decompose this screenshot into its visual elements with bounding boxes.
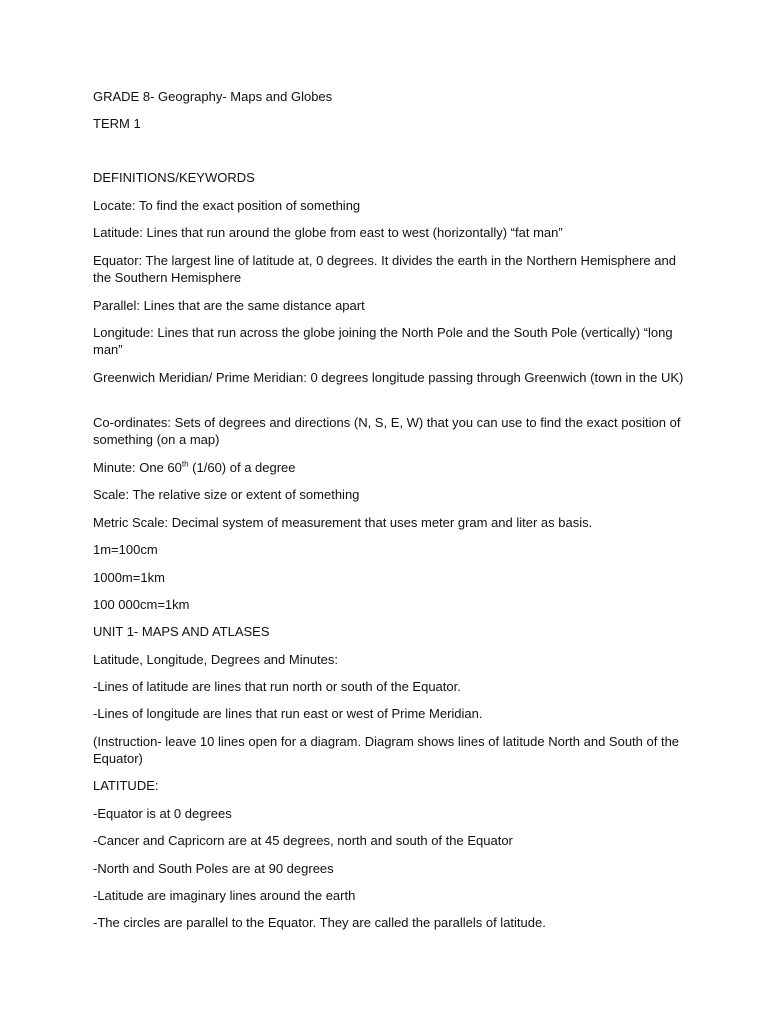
latitude-point-tropics: -Cancer and Capricorn are at 45 degrees, north and south of the Equator <box>93 833 513 848</box>
definition-latitude: Latitude: Lines that run around the globe from east to west (horizontally) “fat man” <box>93 225 563 240</box>
definition-minute <box>93 459 693 476</box>
conversion-meter-km: 1000m=1km <box>93 570 165 585</box>
definition-coordinates: Co-ordinates: Sets of degrees and directions (N, S, E, W) that you can use to find the exact position of something (on a map) <box>93 415 681 447</box>
latitude-point-poles: -North and South Poles are at 90 degrees <box>93 861 334 876</box>
definition-greenwich: Greenwich Meridian/ Prime Meridian: 0 degrees longitude passing through Greenwich (town in the UK) <box>93 370 684 385</box>
minute-text-start: Minute: One 60 <box>93 460 182 475</box>
latitude-point-imaginary: -Latitude are imaginary lines around the earth <box>93 888 356 903</box>
unit1-instruction: (Instruction- leave 10 lines open for a diagram. Diagram shows lines of latitude North and South of the Equator) <box>93 734 680 766</box>
unit1-heading: UNIT 1- MAPS AND ATLASES <box>93 624 270 639</box>
definition-metric-scale: Metric Scale: Decimal system of measurement that uses meter gram and liter as basis. <box>93 515 593 530</box>
term-label: TERM 1 <box>93 116 141 131</box>
definition-longitude: Longitude: Lines that run across the globe joining the North Pole and the South Pole (vertically) “long man” <box>93 325 673 357</box>
unit1-point-latitude: -Lines of latitude are lines that run north or south of the Equator. <box>93 679 461 694</box>
latitude-point-parallels: -The circles are parallel to the Equator. They are called the parallels of latitude. <box>93 915 546 930</box>
definition-locate: Locate: To find the exact position of something <box>93 198 361 213</box>
definition-scale: Scale: The relative size or extent of something <box>93 487 360 502</box>
conversion-cm-km: 100 000cm=1km <box>93 597 190 612</box>
latitude-heading: LATITUDE: <box>93 778 159 793</box>
document-title: GRADE 8- Geography- Maps and Globes <box>93 89 333 104</box>
definitions-heading: DEFINITIONS/KEYWORDS <box>93 170 255 185</box>
unit1-subheading: Latitude, Longitude, Degrees and Minutes: <box>93 652 339 667</box>
definition-parallel: Parallel: Lines that are the same distance apart <box>93 298 365 313</box>
unit1-point-longitude: -Lines of longitude are lines that run east or west of Prime Meridian. <box>93 706 483 721</box>
minute-superscript: th <box>181 459 189 469</box>
latitude-point-equator: -Equator is at 0 degrees <box>93 806 232 821</box>
conversion-meter-cm: 1m=100cm <box>93 542 158 557</box>
definition-equator: Equator: The largest line of latitude at, 0 degrees. It divides the earth in the Northern Hemisphere and the Southern Hemisphere <box>93 253 676 285</box>
minute-text-end: (1/60) of a degree <box>188 460 296 475</box>
